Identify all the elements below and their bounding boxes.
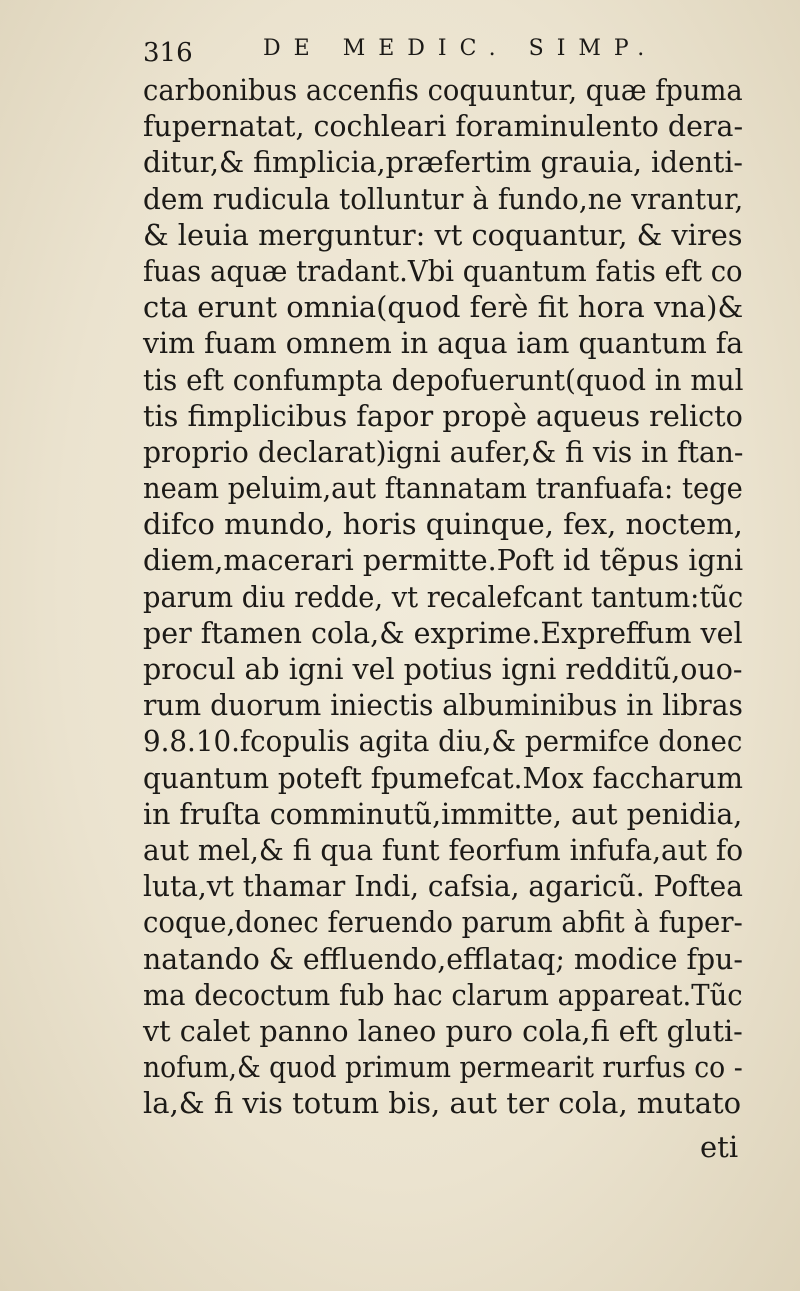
text-line: coque,donec feruendo parum abfit à fuper- xyxy=(143,905,743,940)
running-title: DE MEDIC. SIMP. xyxy=(263,36,658,61)
text-line: vt calet panno laneo puro cola,fi eft gluti- xyxy=(143,1013,743,1048)
text-line: ditur,& fimplicia,præfertim grauia, identi- xyxy=(143,145,743,180)
text-line: natando & effluendo,efflataq; modice fpu- xyxy=(143,941,743,976)
text-line: luta,vt thamar Indi, cafsia, agaricũ. Poftea xyxy=(143,869,743,904)
text-line: per ftamen cola,& exprime.Expreffum vel xyxy=(143,615,743,650)
text-line: difco mundo, horis quinque, fex, noctem, xyxy=(143,507,743,542)
text-line: la,& fi vis totum bis, aut ter cola, mutato xyxy=(143,1086,742,1121)
text-line: 9.8.10.fcopulis agita diu,& permifce donec xyxy=(143,724,743,759)
text-line: vim fuam omnem in aqua iam quantum fa xyxy=(143,326,744,361)
body-text xyxy=(143,72,743,1121)
text-line: quantum poteft fpumefcat.Mox faccharum xyxy=(143,760,744,795)
text-line: procul ab igni vel potius igni redditũ,ouo- xyxy=(143,652,743,686)
text-line: in fruſta comminutũ,immitte, aut penidia, xyxy=(143,796,743,831)
text-line: aut mel,& fi qua funt feorfum infufa,aut fo xyxy=(143,832,744,867)
text-line: tis eft confumpta depofuerunt(quod in mul xyxy=(143,362,744,397)
page-number: 316 xyxy=(143,38,193,68)
text-line: ma decoctum fub hac clarum appareat.Tũc xyxy=(143,977,743,1012)
text-line: carbonibus accenfis coquuntur, quæ fpuma xyxy=(143,73,743,107)
text-line: proprio declarat)igni aufer,& fi vis in ftan- xyxy=(143,434,744,469)
text-line: tis fimplicibus fapor propè aqueus relicto xyxy=(143,398,743,433)
text-line: fupernatat, cochleari foraminulento dera- xyxy=(143,109,744,144)
text-line: nofum,& quod primum permearit rurfus co - xyxy=(143,1050,743,1085)
catchword: eti xyxy=(700,1130,739,1164)
text-line: neam peluim,aut ftannatam tranfuafa: tege xyxy=(143,471,743,506)
text-line: dem rudicula tolluntur à fundo,ne vrantur, xyxy=(143,181,744,216)
text-line: rum duorum iniectis albuminibus in libras xyxy=(143,688,743,723)
text-line: & leuia merguntur: vt coquantur, & vires xyxy=(143,217,743,252)
text-line: parum diu redde, vt recalefcant tantum:tũc xyxy=(143,579,744,614)
text-line: diem,macerari permitte.Poft id tẽpus igni xyxy=(143,543,744,578)
text-line: cta erunt omnia(quod ferè fit hora vna)& xyxy=(143,290,744,325)
text-line: fuas aquæ tradant.Vbi quantum fatis eft co xyxy=(143,253,743,288)
